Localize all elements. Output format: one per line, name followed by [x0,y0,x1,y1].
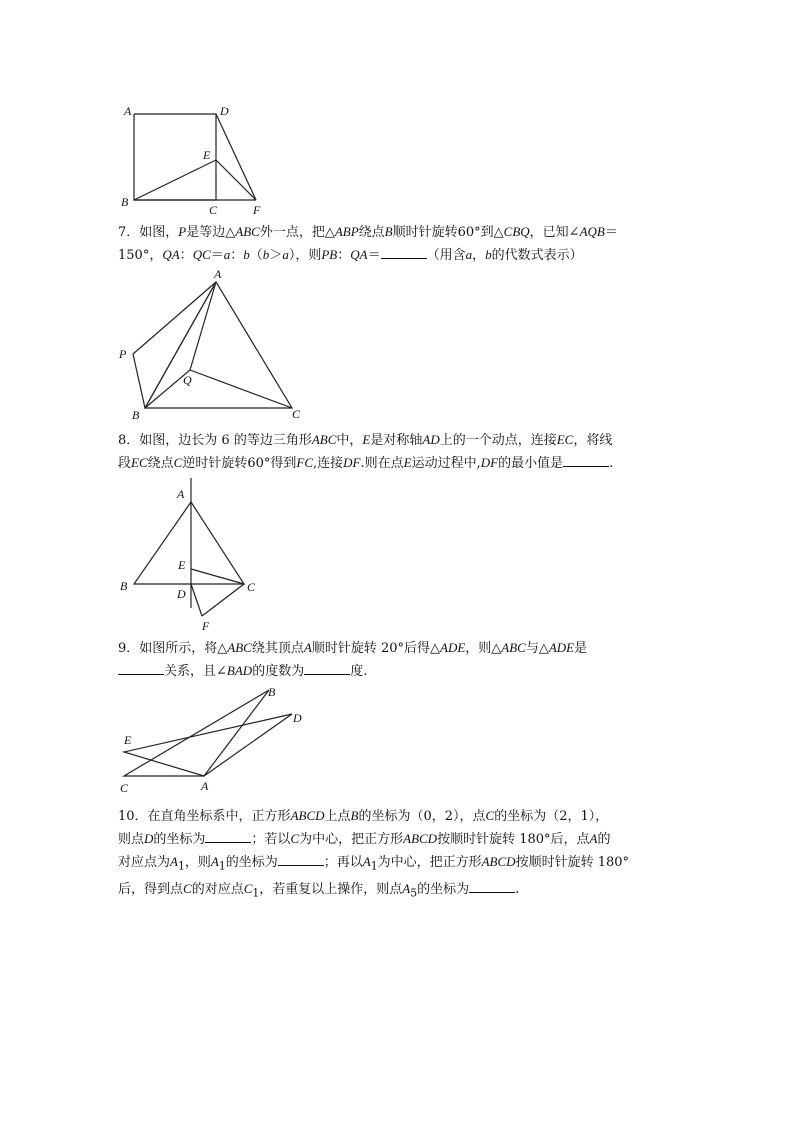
figure-q8-svg [118,478,268,634]
segment-be [134,160,216,200]
label-a: A [177,487,185,501]
question-8-text: 8．如图，边长为 6 的等边三角形ABC中，E是对称轴AD上的一个动点，连接EC，将线 段EC绕点C逆时针旋转60°得到FC,连接DF.则在点E运动过程中,DF的最小值是 . [118,432,614,471]
label-e: E [178,558,186,572]
label-b: B [120,579,128,593]
label-p: P [119,347,127,361]
label-d: D [220,104,229,118]
label-a: A [201,779,209,793]
label-q: Q [183,373,192,387]
figure-q7-svg [112,266,312,424]
question-9-text: 9．如图所示，将△ABC绕其顶点A顺时针旋转 20°后得△ADE，则△ABC与△ADE是 关系，且∠BAD的度数为 度. [118,640,588,679]
label-b: B [121,195,129,209]
figure-q6 [118,100,278,218]
question-9 [118,637,678,683]
answer-blank[interactable] [381,244,427,259]
question-7 [118,221,678,267]
label-c: C [120,781,129,795]
figure-q6-svg [118,100,278,218]
label-f: F [202,619,210,633]
answer-blank[interactable] [469,878,515,893]
path-bpa [133,282,216,408]
segment-qc [190,370,292,408]
label-a: A [124,104,132,118]
label-e: E [124,733,132,747]
question-7-text: 7．如图，P是等边△ABC外一点，把△ABP绕点B顺时针旋转60°到△CBQ，已知∠AQB＝ 150°，QA：QC＝a：b（b＞a），则PB：QA＝ （用含a，b的代数式表示） [118,224,618,263]
figure-q8 [118,478,268,634]
figure-q9-svg [114,682,314,798]
label-c: C [209,203,218,217]
label-e: E [203,148,211,162]
label-c: C [292,407,301,421]
question-8 [118,429,678,475]
segment-df [216,114,256,200]
triangle-ade [124,714,292,776]
answer-blank[interactable] [304,660,350,675]
answer-blank[interactable] [205,828,251,843]
label-f: F [253,203,261,217]
segment-fc [202,584,244,616]
segment-ef [216,160,256,200]
question-10-text: 10．在直角坐标系中，正方形ABCD上点B的坐标为（0，2），点C的坐标为（2，1）， 则点D的坐标为 ；若以C为中心，把正方形ABCD按顺时针旋转 180°后，点A的 对应点为$A_1$，则$A_1$的坐标为 ；再以$A_1$为中心，把正方形ABCD按顺时针旋转 180° 后，得到点C的对应点$C_1$，若重复以上操作，则点$A_5$的坐标为 . [118,808,630,900]
segment-pb-aux [145,282,216,408]
triangle-abc [124,690,269,776]
label-b: B [132,408,140,422]
segment-aq [190,282,216,370]
answer-blank[interactable] [118,660,164,675]
answer-blank[interactable] [563,452,609,467]
figure-q9 [114,682,314,798]
label-a: A [214,267,222,281]
label-c: C [247,580,256,594]
label-d: D [293,711,302,725]
segment-df [191,584,202,616]
label-d: D [177,587,186,601]
figure-q7 [112,266,312,424]
answer-blank[interactable] [278,851,324,866]
label-b: B [268,685,276,699]
triangle-abc [134,502,244,584]
question-10 [118,805,678,904]
